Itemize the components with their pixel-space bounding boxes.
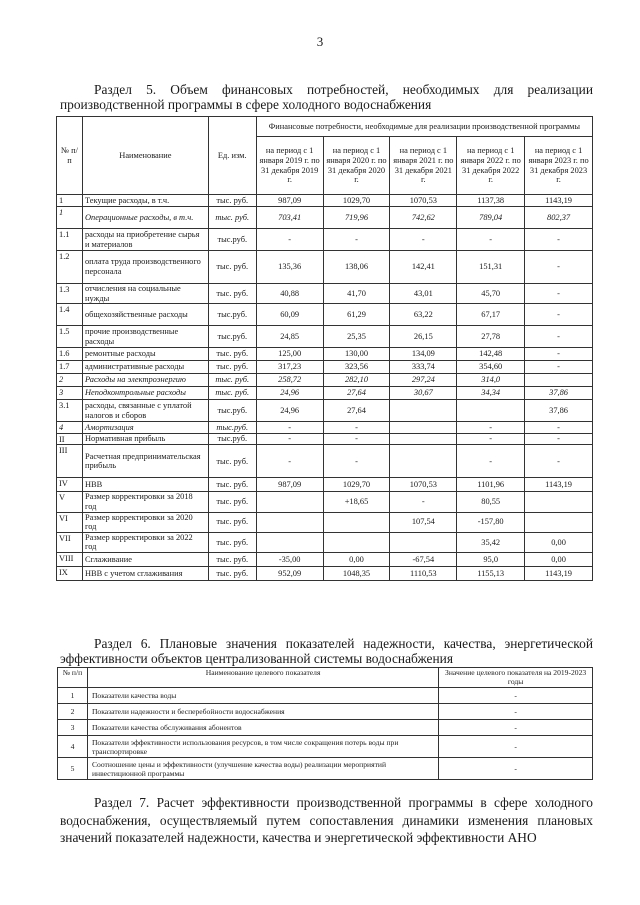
row-value [390,422,457,434]
row-value: 258,72 [256,374,323,387]
row-value: 742,62 [390,207,457,229]
row-value: - [457,422,525,434]
row-value: - [525,445,593,478]
row-value: - [525,433,593,445]
header-period: на период с 1 января 2022 г. по 31 декабря 2022 г. [457,137,525,195]
row-value: 0,00 [323,552,390,566]
row-value: - [457,445,525,478]
row-value [323,512,390,532]
row-value: 1048,35 [323,566,390,580]
row-num: 1.5 [57,326,83,348]
row-num: VII [57,532,83,552]
row-value: 0,00 [525,532,593,552]
row-unit: тыс. руб. [208,566,256,580]
row-unit: тыс. руб. [208,374,256,387]
row-value: 67,17 [457,304,525,326]
row-unit: тыс. руб. [208,492,256,512]
row-value: 37,86 [525,400,593,422]
row-value: 297,24 [390,374,457,387]
row-name: Расчетная предпринимательская прибыль [82,445,208,478]
row-num: IX [57,566,83,580]
row-value [457,400,525,422]
row-value: +18,65 [323,492,390,512]
row-value: 1070,53 [390,195,457,207]
row-name: НВВ с учетом сглаживания [82,566,208,580]
row-value: 40,88 [256,284,323,304]
row-unit: тыс.руб. [208,229,256,251]
row-value: 703,41 [256,207,323,229]
row-name: Сглаживание [82,552,208,566]
row-unit: тыс.руб. [208,422,256,434]
row-num: 2 [58,704,88,720]
table-row [58,688,593,704]
row-value: 43,01 [390,284,457,304]
table-row [57,387,593,400]
row-value: 125,00 [256,348,323,361]
row-num: 3.1 [57,400,83,422]
row-num: 1.2 [57,251,83,284]
row-value: 41,70 [323,284,390,304]
header-name: Наименование [82,117,208,195]
table-row [57,326,593,348]
row-value: - [525,251,593,284]
row-value: - [256,229,323,251]
row-value: 1143,19 [525,478,593,492]
header-num: № п/п [58,668,88,688]
row-unit: тыс. руб. [208,284,256,304]
row-value: 63,22 [390,304,457,326]
row-name: Размер корректировки за 2020 год [82,512,208,532]
section6-heading: Раздел 6. Плановые значения показателей надежности, качества, энергетической эффективности объектов централизованной системы водоснабжения [60,636,593,666]
table-row [57,374,593,387]
row-indicator-value: - [439,736,593,758]
row-indicator-value: - [439,720,593,736]
table-row [57,566,593,580]
row-name: Размер корректировки за 2022 год [82,532,208,552]
row-num: V [57,492,83,512]
row-num: III [57,445,83,478]
row-value: 45,70 [457,284,525,304]
table-row [57,207,593,229]
row-indicator-value: - [439,688,593,704]
row-name: расходы, связанные с уплатой налогов и сборов [82,400,208,422]
table-row [57,532,593,552]
row-num: 1.6 [57,348,83,361]
row-value: 789,04 [457,207,525,229]
row-value: 317,23 [256,361,323,374]
row-num: VIII [57,552,83,566]
row-unit: тыс. руб. [208,552,256,566]
row-value: - [323,422,390,434]
row-value: 1143,19 [525,566,593,580]
table-row [58,720,593,736]
row-name: ремонтные расходы [82,348,208,361]
target-indicators-table [57,667,593,780]
row-value: 314,0 [457,374,525,387]
row-indicator-name: Показатели качества обслуживания абонентов [87,720,438,736]
row-value: - [525,229,593,251]
row-name: Амортизация [82,422,208,434]
row-value: 1110,53 [390,566,457,580]
header-unit: Ед. изм. [208,117,256,195]
row-value: 138,06 [323,251,390,284]
row-unit: тыс. руб. [208,251,256,284]
row-value: - [323,229,390,251]
row-value [390,532,457,552]
table-row [57,229,593,251]
row-indicator-name: Соотношение цены и эффективности (улучшение качества воды) реализации мероприятий инвестиционной программы [87,758,438,780]
table-row [58,704,593,720]
table-row [57,195,593,207]
row-value [390,445,457,478]
row-value: 95,0 [457,552,525,566]
row-value: - [525,326,593,348]
table-row [57,251,593,284]
row-indicator-name: Показатели надежности и бесперебойности водоснабжения [87,704,438,720]
row-value: 26,15 [390,326,457,348]
table-row [57,492,593,512]
header-period: на период с 1 января 2020 г. по 31 декабря 2020 г. [323,137,390,195]
row-value: 80,55 [457,492,525,512]
table-row [58,758,593,780]
row-value: 354,60 [457,361,525,374]
row-unit: тыс. руб. [208,361,256,374]
row-name: оплата труда производственного персонала [82,251,208,284]
row-value: 1137,38 [457,195,525,207]
row-unit: тыс. руб. [208,478,256,492]
row-value [256,532,323,552]
row-value: 130,00 [323,348,390,361]
row-num: II [57,433,83,445]
row-name: НВВ [82,478,208,492]
row-value: 134,09 [390,348,457,361]
row-value: - [525,304,593,326]
row-name: Текущие расходы, в т.ч. [82,195,208,207]
row-value: 323,56 [323,361,390,374]
header-period: на период с 1 января 2021 г. по 31 декабря 2021 г. [390,137,457,195]
row-indicator-name: Показатели эффективности использования ресурсов, в том числе сокращения потерь воды при транспортировке [87,736,438,758]
row-value: 952,09 [256,566,323,580]
row-unit: тыс.руб. [208,433,256,445]
row-value: -35,00 [256,552,323,566]
row-value: 987,09 [256,478,323,492]
row-num: 4 [58,736,88,758]
row-name: расходы на приобретение сырья и материалов [82,229,208,251]
row-unit: тыс. руб. [208,348,256,361]
row-value: 61,29 [323,304,390,326]
row-indicator-value: - [439,758,593,780]
row-num: 1 [57,195,83,207]
table-row [57,422,593,434]
row-num: VI [57,512,83,532]
row-value: 142,48 [457,348,525,361]
row-value [525,492,593,512]
row-value: 25,35 [323,326,390,348]
row-value: 1143,19 [525,195,593,207]
row-value: - [256,422,323,434]
row-value: - [256,445,323,478]
row-value: - [525,348,593,361]
row-num: 4 [57,422,83,434]
row-name: Операционные расходы, в т.ч. [82,207,208,229]
row-name: Размер корректировки за 2018 год [82,492,208,512]
row-value: 1029,70 [323,195,390,207]
row-unit: тыс.руб. [208,326,256,348]
row-value: - [525,422,593,434]
row-value: - [323,433,390,445]
row-value: 30,67 [390,387,457,400]
row-value: 151,31 [457,251,525,284]
row-num: 1 [57,207,83,229]
row-num: 1.4 [57,304,83,326]
row-name: Нормативная прибыль [82,433,208,445]
table-row [58,736,593,758]
row-value: 802,37 [525,207,593,229]
row-value: 27,78 [457,326,525,348]
header-financial-needs: Финансовые потребности, необходимые для реализации производственной программы [256,117,592,137]
row-value: 24,96 [256,387,323,400]
table-row [57,433,593,445]
row-name: отчисления на социальные нужды [82,284,208,304]
row-name: общехозяйственные расходы [82,304,208,326]
row-value: -157,80 [457,512,525,532]
row-name: Неподконтрольные расходы [82,387,208,400]
row-num: IV [57,478,83,492]
table-row [57,445,593,478]
section5-heading: Раздел 5. Объем финансовых потребностей, необходимых для реализации производственной программы в сфере холодного водоснабжения [60,82,593,112]
row-num: 5 [58,758,88,780]
row-indicator-name: Показатели качества воды [87,688,438,704]
table-row [57,552,593,566]
row-value: 282,10 [323,374,390,387]
page-number: 3 [316,34,324,49]
row-indicator-value: - [439,704,593,720]
row-value: 142,41 [390,251,457,284]
row-value: 35,42 [457,532,525,552]
row-value: 60,09 [256,304,323,326]
row-unit: тыс.руб. [208,400,256,422]
row-value: 27,64 [323,387,390,400]
row-value [256,492,323,512]
row-value: 0,00 [525,552,593,566]
row-value: 34,34 [457,387,525,400]
row-value: - [525,361,593,374]
row-value: 107,54 [390,512,457,532]
row-unit: тыс. руб. [208,207,256,229]
row-value [525,512,593,532]
header-indicator-name: Наименование целевого показателя [87,668,438,688]
row-unit: тыс. руб. [208,445,256,478]
header-period: на период с 1 января 2023 г. по 31 декабря 2023 г. [525,137,593,195]
table-row [57,512,593,532]
row-unit: тыс. руб. [208,512,256,532]
header-indicator-value: Значение целевого показателя на 2019-2023 годы [439,668,593,688]
row-unit: тыс. руб. [208,532,256,552]
row-num: 1.1 [57,229,83,251]
row-value: 24,96 [256,400,323,422]
row-value: -67,54 [390,552,457,566]
row-value [323,532,390,552]
row-value [525,374,593,387]
row-value: - [457,433,525,445]
row-value: - [256,433,323,445]
row-value: - [390,492,457,512]
row-num: 2 [57,374,83,387]
row-value [390,433,457,445]
row-value: - [525,284,593,304]
row-value: 24,85 [256,326,323,348]
table-row [57,348,593,361]
row-num: 3 [57,387,83,400]
row-value: 1070,53 [390,478,457,492]
row-unit: тыс. руб. [208,387,256,400]
row-num: 1.7 [57,361,83,374]
row-value: 1029,70 [323,478,390,492]
row-num: 3 [58,720,88,736]
row-unit: тыс. руб. [208,195,256,207]
row-name: административные расходы [82,361,208,374]
row-value: 27,64 [323,400,390,422]
table-row [57,304,593,326]
row-name: Расходы на электроэнергию [82,374,208,387]
row-value: 135,36 [256,251,323,284]
row-value: 37,86 [525,387,593,400]
row-value [390,400,457,422]
row-num: 1 [58,688,88,704]
row-value: 333,74 [390,361,457,374]
row-value: - [323,445,390,478]
row-value: 1101,96 [457,478,525,492]
row-unit: тыс.руб. [208,304,256,326]
row-value: 987,09 [256,195,323,207]
row-value: 1155,13 [457,566,525,580]
header-period: на период с 1 января 2019 г. по 31 декабря 2019 г. [256,137,323,195]
row-value: 719,96 [323,207,390,229]
table-row [57,478,593,492]
row-name: прочие производственные расходы [82,326,208,348]
section7-text: Раздел 7. Расчет эффективности производственной программы в сфере холодного водоснабжения, осуществляемый путем сопоставления динамики изменения плановых значений показателей надежности, качества и энергетической эффективности АНО [60,795,593,846]
financial-needs-table [56,116,593,581]
row-value [256,512,323,532]
row-value: - [457,229,525,251]
row-num: 1.3 [57,284,83,304]
table-row [57,400,593,422]
header-num: № п/п [57,117,83,195]
row-value: - [390,229,457,251]
table-row [57,361,593,374]
table-row [57,284,593,304]
